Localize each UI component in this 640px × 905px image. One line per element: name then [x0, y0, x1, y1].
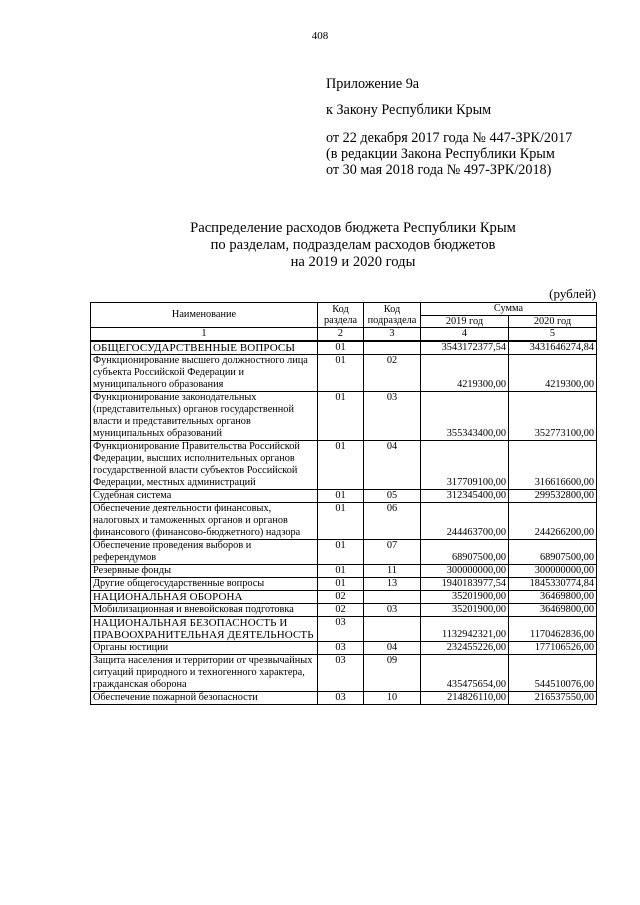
row-subsection-code — [364, 590, 421, 603]
table-row — [91, 641, 597, 654]
appendix-line-2: к Закону Республики Крым — [326, 102, 492, 118]
header-index-1: 1 — [91, 328, 318, 341]
header-sum: Сумма — [421, 303, 597, 316]
header-year-2019: 2019 год — [421, 315, 509, 328]
row-amount-2019: 68907500,00 — [421, 539, 509, 564]
appendix-line-3: от 22 декабря 2017 года № 447-ЗРК/2017 — [326, 130, 573, 146]
row-name: Резервные фонды — [91, 564, 318, 577]
row-amount-2020: 216537550,00 — [509, 691, 597, 704]
row-name: Обеспечение проведения выборов и референдумов — [91, 539, 318, 564]
row-amount-2019: 244463700,00 — [421, 502, 509, 539]
row-name: Другие общегосударственные вопросы — [91, 577, 318, 590]
header-section-code-line1: Код — [332, 303, 349, 315]
row-subsection-code: 09 — [364, 654, 421, 691]
table-row — [91, 590, 597, 603]
row-section-code: 01 — [318, 564, 364, 577]
row-amount-2020: 316616600,00 — [509, 440, 597, 489]
header-index-4: 4 — [421, 328, 509, 341]
row-section-code: 01 — [318, 391, 364, 440]
table-row — [91, 539, 597, 564]
table-row — [91, 391, 597, 440]
row-subsection-code: 02 — [364, 354, 421, 391]
row-section-code: 01 — [318, 354, 364, 391]
row-amount-2020: 1845330774,84 — [509, 577, 597, 590]
row-amount-2020: 177106526,00 — [509, 641, 597, 654]
header-year-2020: 2020 год — [509, 315, 597, 328]
row-subsection-code: 11 — [364, 564, 421, 577]
row-amount-2020: 3431646274,84 — [509, 341, 597, 355]
table-row — [91, 577, 597, 590]
row-name: Обеспечение пожарной безопасности — [91, 691, 318, 704]
row-section-code: 02 — [318, 590, 364, 603]
table-row — [91, 502, 597, 539]
row-section-code: 01 — [318, 539, 364, 564]
budget-table — [90, 302, 597, 705]
row-amount-2020: 36469800,00 — [509, 590, 597, 603]
row-name: Функционирование Правительства Российской Федерации, высших исполнительных органов государственной власти субъектов Российской Федерации, местных администраций — [91, 440, 318, 489]
row-section-code: 03 — [318, 616, 364, 641]
appendix-line-1: Приложение 9а — [326, 76, 420, 92]
row-name: НАЦИОНАЛЬНАЯ БЕЗОПАСНОСТЬ И ПРАВООХРАНИТЕЛЬНАЯ ДЕЯТЕЛЬНОСТЬ — [91, 616, 318, 641]
table-row — [91, 616, 597, 641]
header-index-5: 5 — [509, 328, 597, 341]
row-amount-2019: 1132942321,00 — [421, 616, 509, 641]
row-amount-2019: 3543172377,54 — [421, 341, 509, 355]
row-subsection-code: 10 — [364, 691, 421, 704]
row-name: Обеспечение деятельности финансовых, налоговых и таможенных органов и органов финансового (финансово-бюджетного) надзора — [91, 502, 318, 539]
row-subsection-code: 03 — [364, 603, 421, 616]
table-row — [91, 564, 597, 577]
table-row — [91, 603, 597, 616]
row-name: Мобилизационная и вневойсковая подготовка — [91, 603, 318, 616]
row-amount-2020: 36469800,00 — [509, 603, 597, 616]
row-amount-2020: 4219300,00 — [509, 354, 597, 391]
row-section-code: 03 — [318, 691, 364, 704]
title-line-3: на 2019 и 2020 годы — [290, 254, 416, 270]
row-amount-2020: 68907500,00 — [509, 539, 597, 564]
header-section-code-line2: раздела — [323, 315, 358, 326]
header-section-code — [318, 303, 364, 328]
row-amount-2020: 244266200,00 — [509, 502, 597, 539]
table-row — [91, 489, 597, 502]
row-section-code: 01 — [318, 489, 364, 502]
appendix-line-4: (в редакции Закона Республики Крым — [326, 146, 555, 162]
table-row — [91, 440, 597, 489]
row-subsection-code — [364, 616, 421, 641]
row-subsection-code: 04 — [364, 440, 421, 489]
row-amount-2019: 435475654,00 — [421, 654, 509, 691]
header-subsection-code-line2: подраздела — [367, 315, 417, 326]
row-subsection-code: 04 — [364, 641, 421, 654]
row-amount-2019: 317709100,00 — [421, 440, 509, 489]
row-subsection-code: 06 — [364, 502, 421, 539]
header-index-2: 2 — [318, 328, 364, 341]
document-title — [0, 220, 640, 271]
row-amount-2020: 299532800,00 — [509, 489, 597, 502]
row-section-code: 03 — [318, 641, 364, 654]
row-amount-2020: 352773100,00 — [509, 391, 597, 440]
table-row — [91, 691, 597, 704]
row-subsection-code: 05 — [364, 489, 421, 502]
row-amount-2019: 35201900,00 — [421, 603, 509, 616]
row-name: Судебная система — [91, 489, 318, 502]
row-amount-2019: 355343400,00 — [421, 391, 509, 440]
header-subsection-code-line1: Код — [383, 303, 401, 315]
header-subsection-code — [364, 303, 421, 328]
title-line-1: Распределение расходов бюджета Республики Крым — [190, 220, 516, 236]
row-name: Органы юстиции — [91, 641, 318, 654]
page-number: 408 — [311, 30, 329, 42]
row-amount-2019: 1940183977,54 — [421, 577, 509, 590]
row-amount-2020: 544510076,00 — [509, 654, 597, 691]
row-section-code: 01 — [318, 502, 364, 539]
title-line-2: по разделам, подразделам расходов бюджетов — [210, 237, 496, 253]
row-name: Функционирование высшего должностного лица субъекта Российской Федерации и муниципального образования — [91, 354, 318, 391]
row-name: ОБЩЕГОСУДАРСТВЕННЫЕ ВОПРОСЫ — [91, 341, 318, 355]
row-subsection-code: 13 — [364, 577, 421, 590]
row-section-code: 01 — [318, 440, 364, 489]
row-section-code: 03 — [318, 654, 364, 691]
row-subsection-code: 07 — [364, 539, 421, 564]
row-section-code: 01 — [318, 341, 364, 355]
row-amount-2019: 214826110,00 — [421, 691, 509, 704]
appendix-block — [326, 76, 572, 178]
appendix-line-5: от 30 мая 2018 года № 497-ЗРК/2018) — [326, 162, 552, 178]
row-name: НАЦИОНАЛЬНАЯ ОБОРОНА — [91, 590, 318, 603]
row-amount-2019: 4219300,00 — [421, 354, 509, 391]
row-amount-2019: 312345400,00 — [421, 489, 509, 502]
table-row — [91, 354, 597, 391]
row-name: Функционирование законодательных (представительных) органов государственной власти и представительных органов муниципальных образований — [91, 391, 318, 440]
row-amount-2020: 300000000,00 — [509, 564, 597, 577]
row-amount-2019: 300000000,00 — [421, 564, 509, 577]
row-amount-2020: 1170462836,00 — [509, 616, 597, 641]
header-index-3: 3 — [364, 328, 421, 341]
row-amount-2019: 232455226,00 — [421, 641, 509, 654]
header-name: Наименование — [91, 303, 318, 328]
units-label: (рублей) — [549, 286, 596, 301]
row-name: Защита населения и территории от чрезвычайных ситуаций природного и техногенного характера, гражданская оборона — [91, 654, 318, 691]
table-row — [91, 654, 597, 691]
row-section-code: 01 — [318, 577, 364, 590]
row-amount-2019: 35201900,00 — [421, 590, 509, 603]
table-row — [91, 341, 597, 355]
row-subsection-code: 03 — [364, 391, 421, 440]
row-section-code: 02 — [318, 603, 364, 616]
row-subsection-code — [364, 341, 421, 355]
